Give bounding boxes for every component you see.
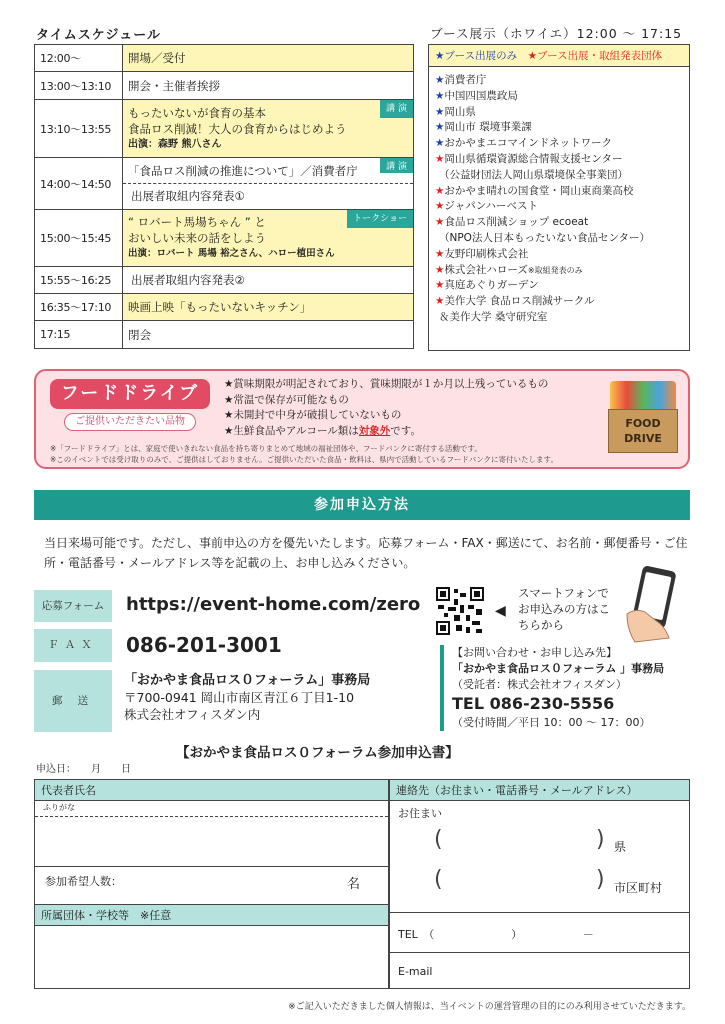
- booth-legend: [429, 45, 689, 67]
- booth-item: [435, 105, 683, 121]
- smartphone-hand-icon: [625, 564, 687, 644]
- star-icon: ★: [435, 137, 445, 150]
- schedule-table: [34, 44, 414, 349]
- tel-field[interactable]: [390, 913, 689, 953]
- time-cell: 12:00～: [35, 45, 123, 72]
- event-line: 「食品ロス削減の推進について」／消費者庁: [123, 159, 413, 184]
- booth-item: [435, 73, 683, 89]
- apply-banner: 参加申込方法: [34, 490, 690, 520]
- smartphone-text: スマートフォンでお申込みの方はこちらから: [518, 586, 610, 632]
- star-icon: ★: [435, 295, 445, 308]
- food-box-label: FOOD DRIVE: [608, 409, 678, 453]
- form-title: 【おかやま食品ロス０フォーラム参加申込書】: [176, 745, 459, 761]
- food-drive-list: [224, 377, 548, 439]
- legend-blue: ★ブース出展のみ: [435, 50, 518, 62]
- event-line: もったいないが食育の基本: [128, 105, 266, 120]
- star-icon: ★: [435, 216, 445, 229]
- booth-item: [435, 152, 683, 168]
- event-cell: 映画上映「もったいないキッチン」: [123, 294, 414, 321]
- talk-tag: トークショー: [347, 210, 413, 228]
- star-icon: ★: [435, 279, 445, 292]
- mail-name: 「おかやま食品ロス０フォーラム」事務局: [124, 673, 371, 688]
- booth-title: ブース展示（ホワイエ）12:00 ～ 17:15: [430, 26, 683, 41]
- rep-name-label: 代表者氏名: [35, 780, 388, 801]
- time-cell: 16:35～17:10: [35, 294, 123, 321]
- booth-item: [435, 215, 683, 231]
- legend-red: ★ブース出展・取組発表団体: [527, 50, 663, 62]
- star-icon: ★: [435, 200, 445, 213]
- event-line: おいしい未来の話をしよう: [128, 231, 266, 245]
- star-icon: ★: [435, 263, 445, 276]
- booth-name: 消費者庁: [444, 74, 487, 86]
- lecture-tag: 講 演: [380, 158, 413, 173]
- inquiry-sub: （受託者：株式会社オフィスダン）: [452, 678, 627, 691]
- form-right: [389, 779, 690, 989]
- note-line: ※「フードドライブ」とは、家庭で使いきれない食品を持ち寄りまとめて地域の福祉団体や、フードバンクに寄付する活動です。: [50, 444, 482, 453]
- food-box-icon: [608, 381, 678, 453]
- star-icon: ★: [435, 152, 445, 165]
- pref-label: 県: [614, 840, 627, 854]
- food-item: ★生鮮食品やアルコール類は: [224, 424, 359, 437]
- inquiry-hours: （受付時間／平日 10：00 ～ 17：00）: [452, 716, 651, 729]
- booth-item: [435, 294, 683, 310]
- booth-name: 岡山市 環境事業課: [444, 121, 532, 134]
- booth-name: （NPO法人日本もったいない食品センター）: [439, 231, 651, 244]
- booth-name: 岡山県循環資源総合情報支援センター: [444, 152, 623, 165]
- count-label: 参加希望人数：: [45, 875, 122, 888]
- performer: 出演：ロバート 馬場 裕之さん、ハロー植田さん: [128, 248, 335, 259]
- email-field[interactable]: [390, 953, 689, 991]
- booth-item: [435, 120, 683, 136]
- mail-address: 〒700-0941 岡山市南区青江６丁目1-10: [124, 690, 355, 705]
- tel-label: TEL （ ） －: [398, 928, 594, 941]
- star-icon: ★: [435, 121, 445, 134]
- org-label: 所属団体・学校等 ※任意: [35, 905, 388, 926]
- time-cell: 13:00～13:10: [35, 72, 123, 100]
- food-drive-panel: [34, 369, 690, 469]
- inquiry-tel: TEL 086-230-5556: [452, 694, 615, 713]
- mail-label: 郵 送: [34, 670, 112, 732]
- lecture-tag: 講 演: [380, 100, 413, 118]
- apply-date: 申込日： 月 日: [36, 764, 131, 775]
- qr-code-icon[interactable]: [436, 587, 484, 635]
- performer: 出演：森野 熊八さん: [128, 138, 222, 150]
- form-url[interactable]: https://event-home.com/zero: [126, 594, 421, 615]
- star-icon: ★: [435, 105, 445, 118]
- event-cell: 出展者取組内容発表②: [123, 267, 414, 294]
- booth-name: （公益財団法人岡山県環境保全事業団）: [439, 168, 628, 181]
- contact-label: 連絡先（お住まい・電話番号・メールアドレス）: [390, 780, 689, 801]
- food-drive-badge: フードドライブ: [50, 379, 210, 409]
- event-cell: [123, 158, 414, 210]
- booth-list: [429, 67, 689, 326]
- booth-box: [428, 44, 690, 351]
- booth-name: 真庭あぐりガーデン: [444, 279, 539, 292]
- booth-name: 岡山県: [444, 105, 476, 118]
- booth-name: ジャパンハーベスト: [444, 200, 538, 213]
- booth-name: おかやま晴れの国食堂・岡山東商業高校: [444, 184, 634, 197]
- form-left: [34, 779, 389, 989]
- org-field[interactable]: [35, 926, 388, 996]
- time-cell: 14:00～14:50: [35, 158, 123, 210]
- city-label: 市区町村: [614, 881, 663, 895]
- food-drive-sub: ご提供いただきたい品物: [64, 413, 196, 431]
- booth-item: [435, 263, 683, 279]
- booth-name: 食品ロス削減ショップ ecoeat: [444, 216, 589, 229]
- count-field[interactable]: [35, 867, 388, 905]
- time-cell: 15:55～16:25: [35, 267, 123, 294]
- rep-name-field[interactable]: [35, 817, 388, 867]
- mail-company: 株式会社オフィスダン内: [124, 707, 261, 722]
- booth-name: ＆美作大学 桑守研究室: [439, 310, 548, 323]
- fax-number: 086-201-3001: [126, 633, 282, 657]
- event-line: 出展者取組内容発表①: [131, 189, 245, 203]
- booth-note: ※取組発表のみ: [527, 265, 583, 275]
- inquiry-block: [440, 645, 695, 731]
- food-item: ★常温で保存が可能なもの: [224, 393, 349, 406]
- form-label: 応募フォーム: [34, 590, 112, 622]
- booth-item: [435, 199, 683, 215]
- booth-item: [435, 136, 683, 152]
- time-cell: 17:15: [35, 321, 123, 349]
- star-icon: ★: [435, 184, 445, 197]
- booth-name: 株式会社ハローズ: [444, 263, 528, 276]
- time-cell: 13:10～13:55: [35, 100, 123, 158]
- event-cell: 閉会: [123, 321, 414, 349]
- footer-note: ※ご記入いただきました個人情報は、当イベントの運営管理の目的にのみ利用させていただきます。: [288, 1002, 691, 1012]
- count-unit: 名: [346, 877, 360, 892]
- event-cell: [123, 100, 414, 158]
- booth-name: 中国四国農政局: [444, 89, 518, 102]
- food-item-tail: です。: [390, 424, 421, 437]
- booth-item: [435, 231, 683, 247]
- time-cell: 15:00～15:45: [35, 210, 123, 267]
- star-icon: ★: [435, 74, 445, 86]
- booth-name: おかやまエコマインドネットワーク: [444, 137, 613, 150]
- event-line: 食品ロス削減！大人の食育からはじめよう: [128, 121, 347, 136]
- booth-item: [435, 184, 683, 200]
- booth-item: [435, 310, 683, 326]
- inquiry-title: 【お問い合わせ・お申し込み先】: [452, 646, 617, 659]
- exclude-text: 対象外: [358, 424, 391, 437]
- star-icon: ★: [435, 89, 445, 102]
- apply-intro: 当日来場可能です。ただし、事前申込の方を優先いたします。応募フォーム・FAX・郵送にて、お名前・郵便番号・ご住所・電話番号・メールアドレス等を記載の上、お申し込みください。: [44, 536, 688, 570]
- schedule-title: タイムスケジュール: [36, 28, 161, 43]
- food-item: ★賞味期限が明記されており、賞味期限が１か月以上残っているもの: [224, 378, 549, 390]
- fax-label: ＦＡＸ: [34, 629, 112, 662]
- booth-item: [435, 168, 683, 184]
- note-line: ※このイベントでは受け取りのみで、ご提供はしておりません。ご提供いただいた食品・飲料は、県内で活動しているフードバンクに寄付いたします。: [50, 455, 558, 464]
- booth-name: 友野印刷株式会社: [444, 247, 529, 260]
- booth-item: [435, 89, 683, 105]
- booth-item: [435, 278, 683, 294]
- email-label: E-mail: [398, 965, 433, 978]
- booth-item: [435, 247, 683, 263]
- food-drive-notes: [50, 443, 558, 465]
- booth-name: 美作大学 食品ロス削減サークル: [444, 295, 595, 308]
- furigana-label: ふりがな: [35, 801, 388, 817]
- address-field[interactable]: お住まい ( ) 県 ( ) 市区町村: [390, 801, 689, 913]
- event-cell: [123, 210, 414, 267]
- address-label: お住まい: [398, 807, 442, 820]
- arrow-left-icon: ◀: [495, 603, 506, 619]
- event-line: “ ロバート馬場ちゃん ” と: [128, 215, 266, 229]
- star-icon: ★: [435, 247, 445, 260]
- food-item: ★未開封で中身が破損していないもの: [224, 409, 402, 421]
- event-cell: 開場／受付: [123, 45, 414, 72]
- mail-block: [124, 672, 370, 723]
- event-cell: 開会・主催者挨拶: [123, 72, 414, 100]
- inquiry-name: 「おかやま食品ロス０フォーラム 」事務局: [452, 662, 665, 675]
